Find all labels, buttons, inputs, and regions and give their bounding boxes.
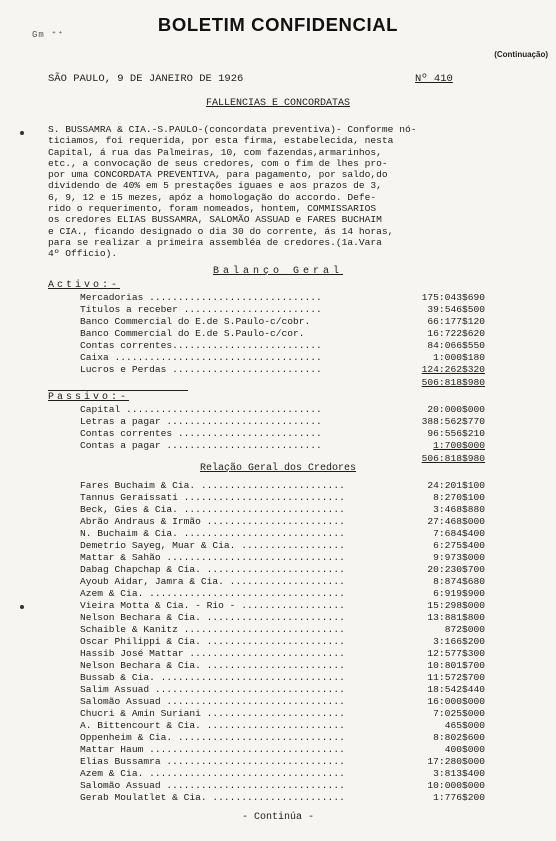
bulletin-number: Nº 410 bbox=[415, 73, 453, 85]
creditor-name: Salim Assuad ................................. bbox=[80, 684, 345, 695]
creditor-name: Abrão Andraus & Irmão ........................ bbox=[80, 516, 345, 527]
balance-row bbox=[80, 328, 485, 339]
creditor-name: N. Buchaim & Cia. ............................ bbox=[80, 528, 345, 539]
balance-label: Titulos a receber ........................ bbox=[80, 304, 322, 315]
creditor-row bbox=[80, 684, 485, 695]
balance-label: Lucros e Perdas .......................... bbox=[80, 364, 322, 375]
balance-label: Contas correntes.......................... bbox=[80, 340, 322, 351]
creditor-amount: 8:802$600 bbox=[433, 732, 485, 743]
notice-paragraph bbox=[48, 124, 538, 260]
notice-line: ticiamos, foi requerida, por esta firma, estabelecida, nesta bbox=[48, 135, 394, 147]
balance-row bbox=[80, 428, 485, 439]
creditor-name: Nelson Bechara & Cia. ........................ bbox=[80, 660, 345, 671]
notice-line: dividendo de 40% em 5 prestações iguaes e aos prazos de 3, bbox=[48, 180, 382, 192]
balance-value: 1:700$000 bbox=[433, 440, 485, 451]
balance-row bbox=[80, 416, 485, 427]
creditor-amount: 1:776$200 bbox=[433, 792, 485, 803]
notice-line: etc., a convocação de seus credores, com o fim de lhes pro- bbox=[48, 157, 388, 169]
creditor-amount: 7:684$400 bbox=[433, 528, 485, 539]
creditor-row bbox=[80, 600, 485, 611]
creditor-amount: 3:468$880 bbox=[433, 504, 485, 515]
creditor-name: Demetrio Sayeg, Muar & Cia. .................. bbox=[80, 540, 345, 551]
creditor-row bbox=[80, 576, 485, 587]
creditor-row bbox=[80, 744, 485, 755]
creditor-row bbox=[80, 768, 485, 779]
dateline: SÃO PAULO, 9 DE JANEIRO DE 1926 bbox=[48, 73, 244, 85]
margin-bullet bbox=[20, 131, 24, 135]
balance-row bbox=[80, 364, 485, 375]
balance-label: Letras a pagar ........................... bbox=[80, 416, 322, 427]
creditor-row bbox=[80, 648, 485, 659]
creditor-row bbox=[80, 756, 485, 767]
balance-value: 16:722$620 bbox=[427, 328, 485, 339]
creditor-amount: 6:919$900 bbox=[433, 588, 485, 599]
creditor-amount: 12:577$300 bbox=[427, 648, 485, 659]
balance-value: 66:177$120 bbox=[427, 316, 485, 327]
balance-title-text: Balanço Geral bbox=[212, 266, 343, 277]
creditor-amount: 400$000 bbox=[444, 744, 485, 755]
notice-line: e CIA., ficando designado o dia 30 do corrente, ás 14 horas, bbox=[48, 225, 394, 237]
bulletin-title: BOLETIM CONFIDENCIAL bbox=[157, 14, 399, 35]
creditor-amount: 18:542$440 bbox=[427, 684, 485, 695]
creditor-row bbox=[80, 504, 485, 515]
creditor-name: Oppenheim & Cia. ............................. bbox=[80, 732, 345, 743]
creditor-row bbox=[80, 588, 485, 599]
divider-line bbox=[48, 390, 188, 391]
creditor-name: Hassib José Mattar ........................... bbox=[80, 648, 345, 659]
ink-stamp-mark: Gm ⁺⁺ bbox=[32, 30, 65, 40]
creditor-row bbox=[80, 480, 485, 491]
creditor-row bbox=[80, 672, 485, 683]
balance-label: Contas correntes ......................... bbox=[80, 428, 322, 439]
creditor-name: Schaible & Kanitz ............................ bbox=[80, 624, 345, 635]
creditor-amount: 13:881$800 bbox=[427, 612, 485, 623]
balance-row bbox=[80, 404, 485, 415]
balance-value: 39:546$500 bbox=[427, 304, 485, 315]
notice-line: S. BUSSAMRA & CIA.-S.PAULO-(concordata preventiva)- Conforme nó- bbox=[48, 124, 417, 135]
creditor-row bbox=[80, 492, 485, 503]
balance-value: 1:000$180 bbox=[433, 352, 485, 363]
creditor-name: Salomão Assuad ............................... bbox=[80, 696, 345, 707]
creditor-amount: 8:874$680 bbox=[433, 576, 485, 587]
creditor-name: Salomão Assuad ............................... bbox=[80, 780, 345, 791]
continues-note: - Continúa - bbox=[241, 812, 314, 823]
creditor-amount: 7:025$000 bbox=[433, 708, 485, 719]
creditors-title bbox=[0, 463, 556, 474]
creditor-amount: 872$000 bbox=[444, 624, 485, 635]
creditor-row bbox=[80, 660, 485, 671]
creditor-row bbox=[80, 732, 485, 743]
notice-line: por uma CONCORDATA PREVENTIVA, para pagamento, por saldo,do bbox=[48, 169, 388, 181]
balance-label: Contas a pagar ........................... bbox=[80, 440, 322, 451]
creditor-row bbox=[80, 612, 485, 623]
creditor-name: Elias Bussamra ............................... bbox=[80, 756, 345, 767]
creditor-row bbox=[80, 696, 485, 707]
balance-value: 20:000$000 bbox=[427, 404, 485, 415]
creditor-name: Beck, Gies & Cia. ............................ bbox=[80, 504, 345, 515]
creditor-row bbox=[80, 708, 485, 719]
creditor-name: Azem & Cia. .................................. bbox=[80, 588, 345, 599]
balance-row bbox=[80, 292, 485, 303]
creditor-amount: 27:468$000 bbox=[427, 516, 485, 527]
balance-value: 84:066$550 bbox=[427, 340, 485, 351]
balance-row bbox=[80, 440, 485, 451]
notice-line: 4º Officio). bbox=[48, 248, 118, 260]
creditor-amount: 9:973$000 bbox=[433, 552, 485, 563]
creditor-name: Mattar & Sahão ............................... bbox=[80, 552, 345, 563]
activo-heading: Activo:- bbox=[48, 280, 121, 291]
margin-bullet bbox=[20, 605, 24, 609]
balance-value: 175:043$690 bbox=[421, 292, 485, 303]
creditor-amount: 3:166$200 bbox=[433, 636, 485, 647]
section-title-text: FALLENCIAS E CONCORDATAS bbox=[205, 98, 351, 109]
balance-label: Banco Commercial do E.de S.Paulo-c/cobr. bbox=[80, 316, 311, 327]
notice-line: 6, 9, 12 e 15 mezes, apóz a homologação do accordo. Defe- bbox=[48, 191, 377, 203]
creditor-name: Gerab Moulatlet & Cia. ....................... bbox=[80, 792, 345, 803]
section-title bbox=[0, 98, 556, 109]
notice-line: rido o requerimento, foram nomeados, hontem, COMMISSARIOS bbox=[48, 203, 377, 215]
creditors-title-text: Relação Geral dos Credores bbox=[199, 463, 357, 474]
creditor-amount: 6:275$400 bbox=[433, 540, 485, 551]
creditor-name: Ayoub Aidar, Jamra & Cia. .................... bbox=[80, 576, 345, 587]
creditor-row bbox=[80, 540, 485, 551]
creditor-row bbox=[80, 552, 485, 563]
creditor-row bbox=[80, 624, 485, 635]
creditor-row bbox=[80, 528, 485, 539]
creditor-row bbox=[80, 516, 485, 527]
creditor-name: Oscar Philippi & Cia. ........................ bbox=[80, 636, 345, 647]
creditor-amount: 3:813$400 bbox=[433, 768, 485, 779]
creditor-amount: 11:572$700 bbox=[427, 672, 485, 683]
balance-value: 124:262$320 bbox=[421, 364, 485, 375]
creditor-amount: 10:000$000 bbox=[427, 780, 485, 791]
creditor-amount: 10:801$700 bbox=[427, 660, 485, 671]
balance-label: Mercadorias .............................. bbox=[80, 292, 322, 303]
creditor-amount: 465$000 bbox=[444, 720, 485, 731]
balance-row bbox=[80, 304, 485, 315]
creditor-amount: 16:000$000 bbox=[427, 696, 485, 707]
creditor-name: Bussab & Cia. ................................ bbox=[80, 672, 345, 683]
balance-row bbox=[80, 352, 485, 363]
creditor-name: Mattar Haum .................................. bbox=[80, 744, 345, 755]
passivo-total: 506:818$980 bbox=[421, 453, 485, 464]
creditor-name: Azem & Cia. .................................. bbox=[80, 768, 345, 779]
balance-value: 96:556$210 bbox=[427, 428, 485, 439]
balance-value: 388:562$770 bbox=[421, 416, 485, 427]
notice-line: Capital, á rua das Palmeiras, 10, com fazendas,armarinhos, bbox=[48, 146, 382, 158]
balance-label: Caixa .................................... bbox=[80, 352, 322, 363]
balance-row bbox=[80, 316, 485, 327]
activo-total: 506:818$980 bbox=[421, 377, 485, 388]
creditor-row bbox=[80, 792, 485, 803]
balance-title bbox=[0, 266, 556, 277]
notice-line: os credores ELIAS BUSSAMRA, SALOMÃO ASSUAD e FARES BUCHAIM bbox=[48, 214, 382, 226]
creditor-name: A. Bittencourt & Cia. ........................ bbox=[80, 720, 345, 731]
creditor-name: Vieira Motta & Cia. - Rio - .................. bbox=[80, 600, 345, 611]
creditor-name: Chucri & Amin Suriani ........................ bbox=[80, 708, 345, 719]
creditor-name: Fares Buchaim & Cia. ......................... bbox=[80, 480, 345, 491]
creditor-amount: 8:270$100 bbox=[433, 492, 485, 503]
creditor-row bbox=[80, 720, 485, 731]
creditor-row bbox=[80, 636, 485, 647]
creditor-amount: 20:230$700 bbox=[427, 564, 485, 575]
continuation-note: (Continuação) bbox=[494, 50, 548, 59]
creditor-row bbox=[80, 780, 485, 791]
creditor-amount: 24:201$100 bbox=[427, 480, 485, 491]
notice-line: para se realizar a primeira assembléa de credores.(1a.Vara bbox=[48, 236, 382, 248]
balance-row bbox=[80, 340, 485, 351]
creditor-amount: 15:298$000 bbox=[427, 600, 485, 611]
passivo-heading: Passivo:- bbox=[48, 392, 130, 403]
balance-label: Capital .................................. bbox=[80, 404, 322, 415]
creditor-name: Tannus Geraissati ............................ bbox=[80, 492, 345, 503]
activo-total-row bbox=[80, 377, 485, 388]
creditor-name: Dabag Chapchap & Cia. ........................ bbox=[80, 564, 345, 575]
creditor-name: Nelson Bechara & Cia. ........................ bbox=[80, 612, 345, 623]
creditor-row bbox=[80, 564, 485, 575]
creditor-amount: 17:280$000 bbox=[427, 756, 485, 767]
balance-label: Banco Commercial do E.de S.Paulo-c/cor. bbox=[80, 328, 305, 339]
